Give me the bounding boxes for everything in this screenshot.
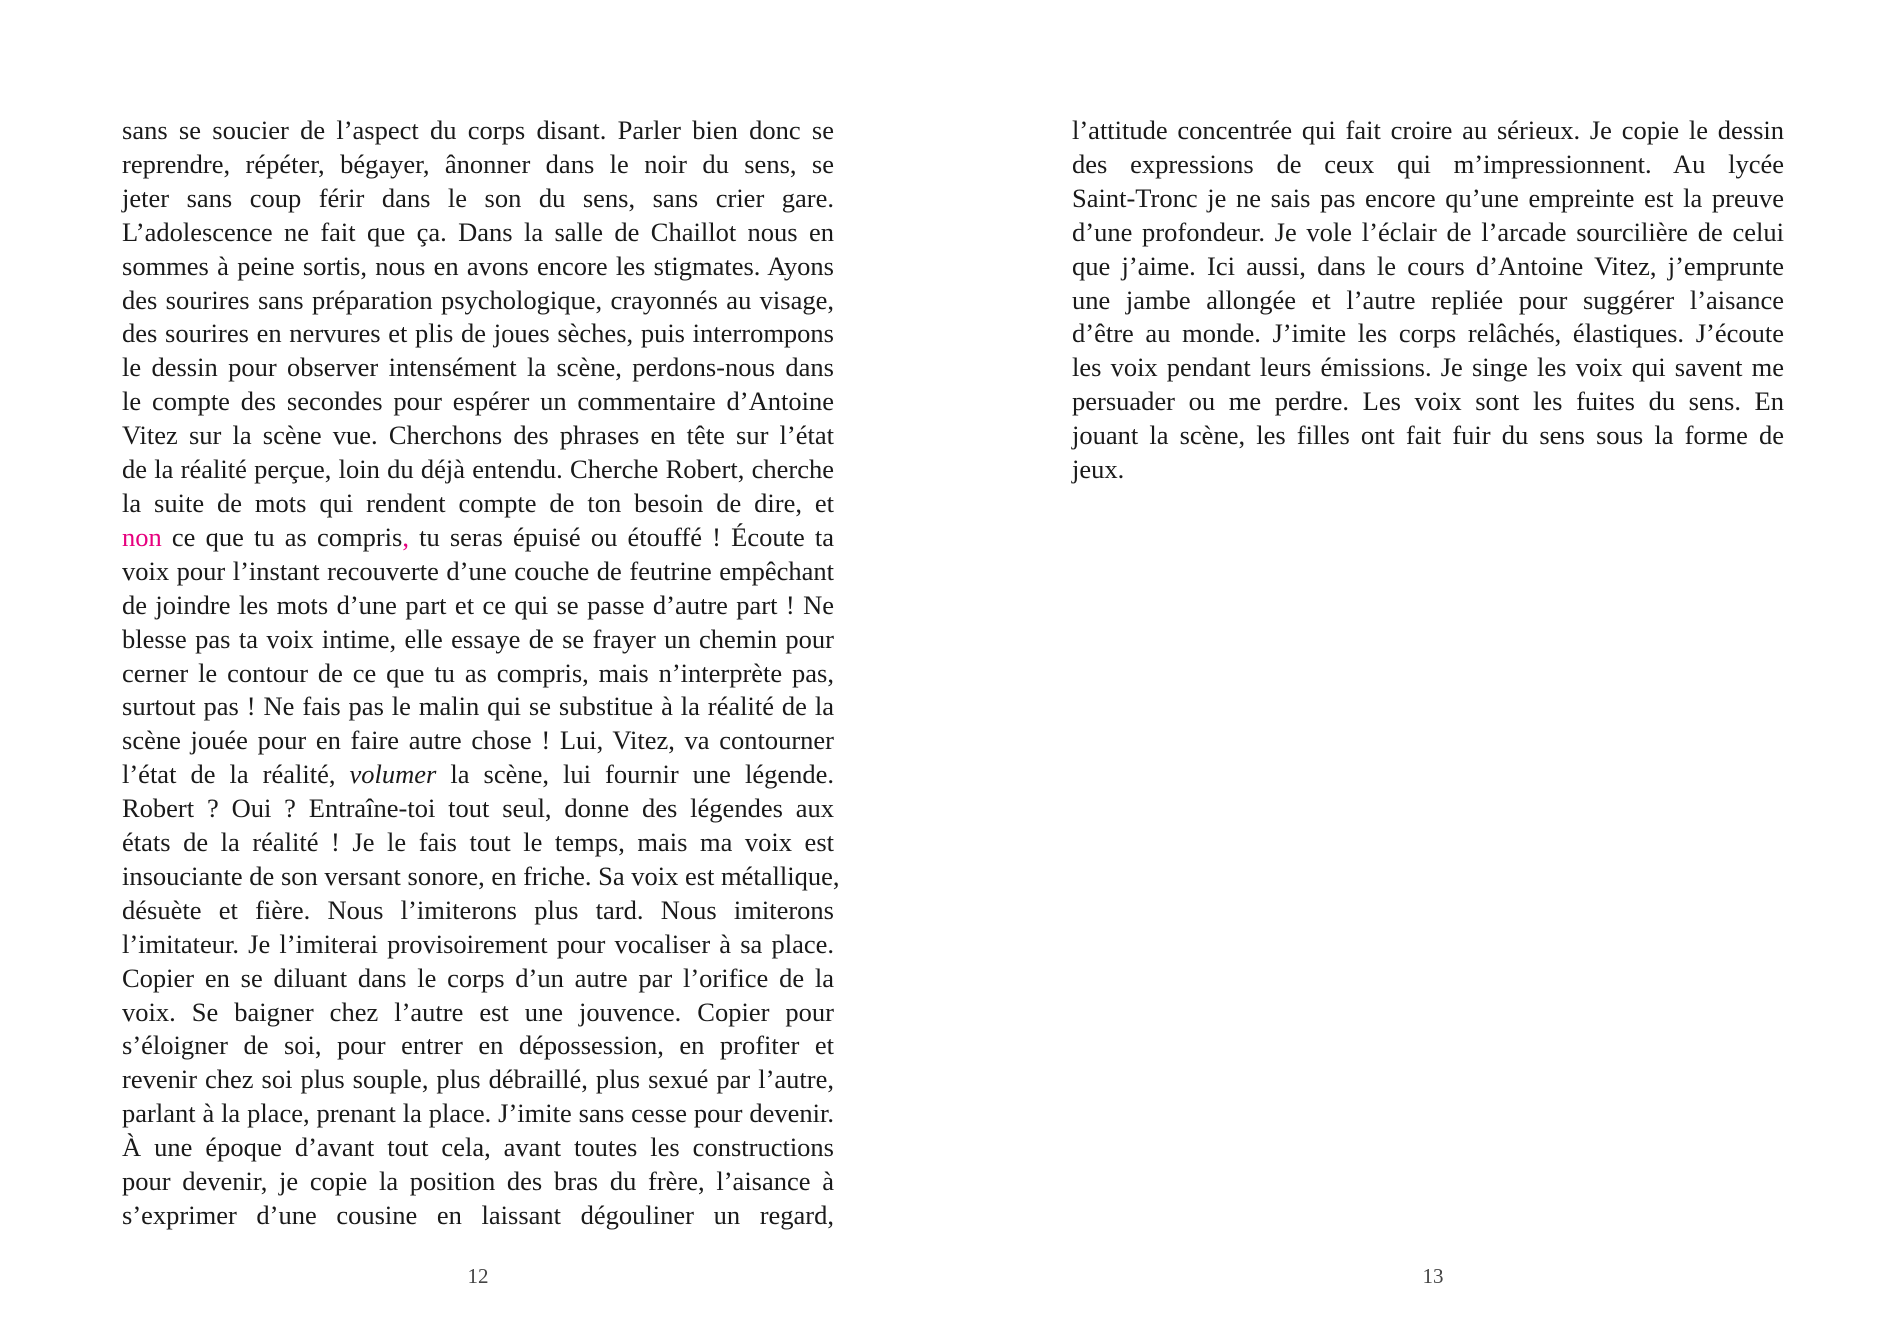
- text-line: sommes à peine sortis, nous en avons encore les stigmates. Ayons: [122, 250, 834, 281]
- text-line: l’attitude concentrée qui fait croire au sérieux. Je copie le dessin: [1072, 115, 1784, 145]
- text-line: pour devenir, je copie la position des bras du frère, l’aisance à: [122, 1166, 834, 1197]
- text-line: le dessin pour observer intensément la scène, perdons-nous dans: [122, 352, 834, 383]
- text-line: l’imitateur. Je l’imiterai provisoirement pour vocaliser à sa place.: [122, 928, 834, 959]
- text-line: voix pour l’instant recouverte d’une couche de feutrine empêchant: [122, 555, 834, 586]
- text-line: que j’aime. Ici aussi, dans le cours d’Antoine Vitez, j’emprunte: [1072, 250, 1784, 281]
- page-number-right: 13: [1422, 1264, 1444, 1288]
- text-line: sans se soucier de l’aspect du corps disant. Parler bien donc se: [122, 115, 834, 145]
- text-line-highlighted: [122, 521, 834, 555]
- text-line: insouciante de son versant sonore, en friche. Sa voix est métallique,: [122, 860, 840, 891]
- right-page-text: [1072, 114, 1784, 487]
- text-line: jouant la scène, les filles ont fait fuir du sens sous la forme de: [1072, 420, 1784, 451]
- text-line: revenir chez soi plus souple, plus débraillé, plus sexué par l’autre,: [122, 1064, 834, 1095]
- text-line: des sourires sans préparation psychologique, crayonnés au visage,: [122, 284, 834, 315]
- text-line: parlant à la place, prenant la place. J’imite sans cesse pour devenir.: [122, 1098, 834, 1129]
- italic-word: volumer: [349, 759, 437, 790]
- text-line: la suite de mots qui rendent compte de ton besoin de dire, et: [122, 487, 834, 518]
- text-line: scène jouée pour en faire autre chose ! Lui, Vitez, va contourner: [122, 725, 834, 756]
- text-line: Copier en se diluant dans le corps d’un autre par l’orifice de la: [122, 962, 834, 993]
- text-line: jeux.: [1072, 454, 1125, 485]
- text-line: des expressions de ceux qui m’impressionnent. Au lycée: [1072, 148, 1784, 179]
- text-line: d’une profondeur. Je vole l’éclair de l’arcade sourcilière de celui: [1072, 216, 1784, 247]
- text-line: les voix pendant leurs émissions. Je singe les voix qui savent me: [1072, 352, 1784, 383]
- text-line: Vitez sur la scène vue. Cherchons des phrases en tête sur l’état: [122, 420, 834, 451]
- text-line: blesse pas ta voix intime, elle essaye de se frayer un chemin pour: [122, 623, 834, 654]
- text-line: cerner le contour de ce que tu as compris, mais n’interprète pas,: [122, 657, 834, 688]
- text-line: surtout pas ! Ne fais pas le malin qui se substitue à la réalité de la: [122, 691, 834, 722]
- text-line-italic: [122, 758, 834, 792]
- text-line: reprendre, répéter, bégayer, ânonner dans le noir du sens, se: [122, 148, 834, 179]
- text-line: de la réalité perçue, loin du déjà entendu. Cherche Robert, cherche: [122, 454, 834, 485]
- text-line: Robert ? Oui ? Entraîne-toi tout seul, donne des légendes aux: [122, 793, 834, 824]
- text-line: des sourires en nervures et plis de joues sèches, puis interrompons: [122, 318, 834, 349]
- text-line: persuader ou me perdre. Les voix sont les fuites du sens. En: [1072, 386, 1784, 417]
- text-line: le compte des secondes pour espérer un commentaire d’Antoine: [122, 386, 834, 417]
- text-line: états de la réalité ! Je le fais tout le temps, mais ma voix est: [122, 827, 834, 858]
- text-line: désuète et fière. Nous l’imiterons plus tard. Nous imiterons: [122, 894, 834, 925]
- text-line: L’adolescence ne fait que ça. Dans la salle de Chaillot nous en: [122, 216, 834, 247]
- text-line: jeter sans coup férir dans le son du sens, sans crier gare.: [122, 182, 834, 213]
- right-page: [945, 0, 1890, 1339]
- text-line: de joindre les mots d’une part et ce qui se passe d’autre part ! Ne: [122, 589, 834, 620]
- text-line: une jambe allongée et l’autre repliée pour suggérer l’aisance: [1072, 284, 1784, 315]
- text-segment: la scène, lui fournir une légende.: [436, 759, 834, 790]
- text-line: Saint-Tronc je ne sais pas encore qu’une empreinte est la preuve: [1072, 182, 1784, 213]
- text-line: d’être au monde. J’imite les corps relâchés, élastiques. J’écoute: [1072, 318, 1784, 349]
- text-segment: tu seras épuisé ou étouffé ! Écoute ta: [408, 521, 834, 552]
- highlighted-word: non: [122, 521, 162, 552]
- text-segment: ce que tu as compris: [161, 521, 403, 552]
- text-line: s’exprimer d’une cousine en laissant dégouliner un regard,: [122, 1200, 834, 1230]
- left-page-text: [122, 114, 840, 1233]
- page-number-left: 12: [467, 1264, 489, 1288]
- text-line: s’éloigner de soi, pour entrer en dépossession, en profiter et: [122, 1030, 834, 1061]
- text-line: À une époque d’avant tout cela, avant toutes les constructions: [122, 1132, 834, 1163]
- text-line: voix. Se baigner chez l’autre est une jouvence. Copier pour: [122, 996, 834, 1027]
- text-segment: l’état de la réalité,: [122, 759, 350, 790]
- highlighted-comma: ,: [402, 521, 409, 552]
